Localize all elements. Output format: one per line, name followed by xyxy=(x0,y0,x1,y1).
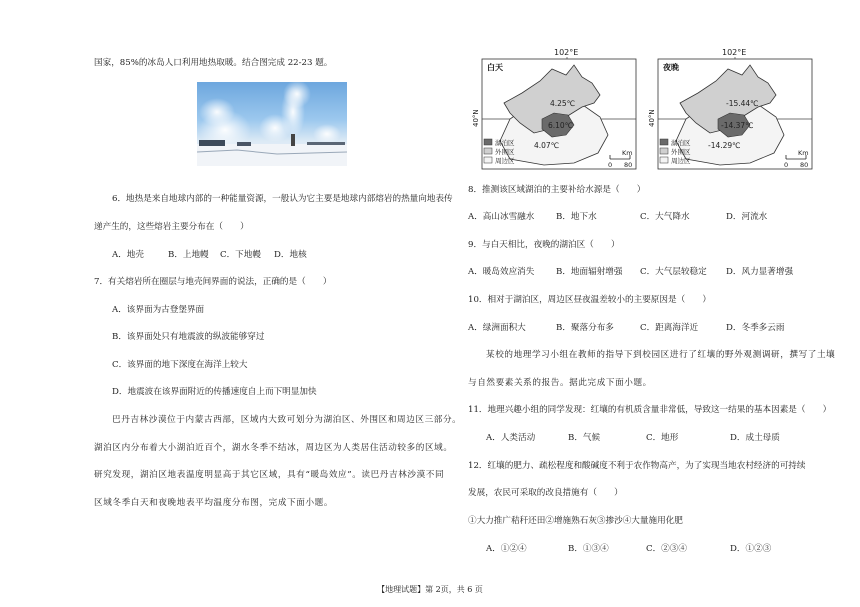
day-temp-peripheral: 4.07℃ xyxy=(534,141,560,150)
q10-option-d[interactable]: D．冬季多云雨 xyxy=(726,323,785,333)
day-lon-label: 102°E xyxy=(554,48,579,57)
day-map-title: 白天 xyxy=(487,63,503,72)
night-scale-unit: Km xyxy=(798,149,809,157)
q10-stem: 10．相对于湖泊区，周边区昼夜温差较小的主要原因是（ ） xyxy=(468,295,711,305)
geothermal-photo xyxy=(197,82,347,166)
day-temperature-map xyxy=(470,47,640,172)
night-legend-lake: 湖泊区 xyxy=(671,139,691,147)
q7-stem: 7．有关熔岩所在圈层与地壳间界面的说法，正确的是（ ） xyxy=(94,277,332,287)
q9-option-c[interactable]: C．大气层较稳定 xyxy=(640,267,707,277)
night-temp-lake: -14.37℃ xyxy=(721,121,754,130)
q12-option-d[interactable]: D．①②③ xyxy=(730,544,772,554)
soil-passage-line-2: 与自然要素关系的报告。据此完成下面小题。 xyxy=(468,378,652,388)
day-scale-80: 80 xyxy=(624,161,633,169)
q6-option-b[interactable]: B．上地幔 xyxy=(168,250,209,260)
q12-stem-line1: 12．红壤的肥力、疏松程度和酸碱度不利于农作物高产，为了实现当地农村经济的可持续 xyxy=(468,461,806,471)
q7-option-c[interactable]: C．该界面的地下深度在海洋上较大 xyxy=(112,360,248,370)
q7-option-a[interactable]: A．该界面为古登堡界面 xyxy=(112,305,205,315)
q6-option-d[interactable]: D．地核 xyxy=(274,250,307,260)
q9-option-a[interactable]: A．暖岛效应消失 xyxy=(468,267,535,277)
q8-option-d[interactable]: D．河流水 xyxy=(726,212,768,222)
q6-stem-line1: 6．地热是来自地球内部的一种能量资源，一般认为它主要是地球内部熔岩的热量向地表传 xyxy=(112,194,453,204)
night-temp-peripheral: -14.29℃ xyxy=(708,141,741,150)
geothermal-steam-image xyxy=(197,82,347,166)
night-scale-0: 0 xyxy=(784,161,789,169)
night-map-title: 夜晚 xyxy=(663,63,679,72)
q11-option-b[interactable]: B．气候 xyxy=(568,433,601,443)
day-legend-peripheral: 周边区 xyxy=(495,157,515,165)
q8-option-b[interactable]: B．地下水 xyxy=(556,212,597,222)
q6-option-c[interactable]: C．下地幔 xyxy=(220,250,261,260)
q12-option-c[interactable]: C．②③④ xyxy=(646,544,687,554)
passage-line-3: 研究发现，湖泊区地表温度明显高于其它区域，具有“暖岛效应”。读巴丹吉林沙漠不同 xyxy=(94,470,445,480)
day-temp-lake: 6.10℃ xyxy=(548,121,574,130)
q8-option-c[interactable]: C．大气降水 xyxy=(640,212,690,222)
q11-option-d[interactable]: D．成土母质 xyxy=(730,433,780,443)
day-scale-unit: Km xyxy=(622,149,633,157)
q10-option-b[interactable]: B．聚落分布多 xyxy=(556,323,614,333)
night-scale-80: 80 xyxy=(800,161,809,169)
q12-option-a[interactable]: A．①②④ xyxy=(486,544,527,554)
q12-measures: ①大力推广秸秆还田②增施熟石灰③掺沙④大量施用化肥 xyxy=(468,516,683,526)
q12-stem-line2: 发展，农民可采取的改良措施有（ ） xyxy=(468,488,623,498)
day-scale-0: 0 xyxy=(608,161,613,169)
q8-stem: 8．推测该区域湖泊的主要补给水源是（ ） xyxy=(468,185,646,195)
q6-option-a[interactable]: A．地壳 xyxy=(112,250,144,260)
night-legend-peripheral: 周边区 xyxy=(671,157,691,165)
q10-option-a[interactable]: A．绿洲面积大 xyxy=(468,323,526,333)
q7-option-d[interactable]: D．地震波在该界面附近的传播速度自上而下明显加快 xyxy=(112,387,317,397)
passage-line-2: 湖泊区内分布着大小湖泊近百个，湖水冬季不结冰，周边区为人类居住活动较多的区域。 xyxy=(94,443,453,453)
passage-line-1: 巴丹吉林沙漠位于内蒙古西部，区域内大致可划分为湖泊区、外围区和周边区三部分。 xyxy=(112,415,462,425)
day-legend-lake: 湖泊区 xyxy=(495,139,515,147)
day-lat-label: 40°N xyxy=(472,109,480,127)
night-temperature-map xyxy=(646,47,816,172)
q11-stem: 11．地理兴趣小组的同学发现：红壤的有机质含量非常低，导致这一结果的基本因素是（ ） xyxy=(468,405,832,415)
q10-option-c[interactable]: C．距离海洋近 xyxy=(640,323,699,333)
q11-option-c[interactable]: C．地形 xyxy=(646,433,679,443)
q11-option-a[interactable]: A．人类活动 xyxy=(486,433,536,443)
q9-stem: 9．与白天相比，夜晚的湖泊区（ ） xyxy=(468,240,620,250)
page-footer: 【地理试题】第 2页，共 6 页 xyxy=(377,585,483,594)
q8-option-a[interactable]: A．高山冰雪融水 xyxy=(468,212,535,222)
intro-text: 国家，85%的冰岛人口利用地热取暖。结合图完成 22-23 题。 xyxy=(94,58,333,68)
day-temp-outer: 4.25℃ xyxy=(550,99,576,108)
night-legend-outer: 外围区 xyxy=(671,148,691,156)
q7-option-b[interactable]: B．该界面处只有地震波的纵波能够穿过 xyxy=(112,332,265,342)
night-lon-label: 102°E xyxy=(722,48,747,57)
q6-stem-line2: 递产生的，这些熔岩主要分布在（ ） xyxy=(94,222,249,232)
q9-option-d[interactable]: D．风力显著增强 xyxy=(726,267,794,277)
night-lat-label: 40°N xyxy=(648,109,656,127)
q12-option-b[interactable]: B．①③④ xyxy=(568,544,609,554)
q9-option-b[interactable]: B．地面辐射增强 xyxy=(556,267,623,277)
soil-passage-line-1: 某校的地理学习小组在教师的指导下到校园区进行了红壤的野外观测调研，撰写了土壤 xyxy=(486,350,836,360)
night-temp-outer: -15.44℃ xyxy=(726,99,759,108)
day-legend-outer: 外围区 xyxy=(495,148,515,156)
passage-line-4: 区域冬季白天和夜晚地表平均温度分布图，完成下面小题。 xyxy=(94,498,334,508)
